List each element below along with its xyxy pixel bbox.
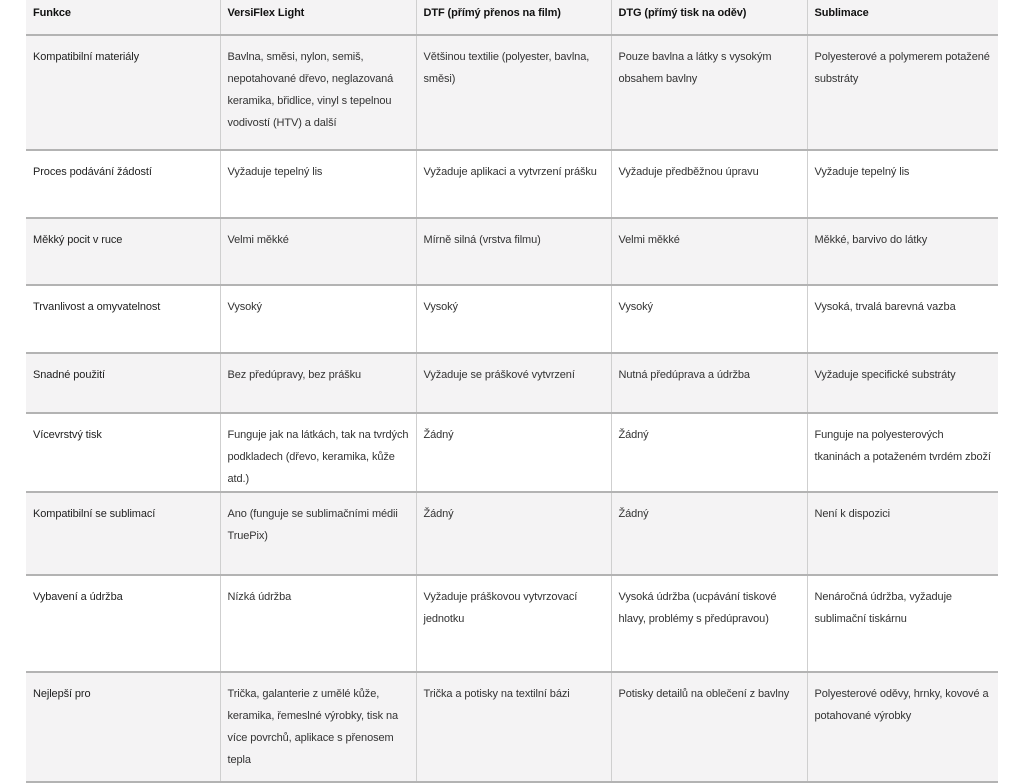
header-sublimation: Sublimace bbox=[807, 0, 998, 35]
table-row bbox=[26, 492, 998, 575]
cell-versiflex: Velmi měkké bbox=[220, 218, 416, 285]
cell-sublimation: Funguje na polyesterových tkaninách a potaženém tvrdém zboží bbox=[807, 413, 998, 492]
cell-sublimation: Měkké, barvivo do látky bbox=[807, 218, 998, 285]
cell-sublimation: Vyžaduje specifické substráty bbox=[807, 353, 998, 413]
cell-feature: Kompatibilní se sublimací bbox=[26, 492, 220, 575]
table-row bbox=[26, 672, 998, 782]
cell-dtf: Vyžaduje se práškové vytvrzení bbox=[416, 353, 611, 413]
cell-versiflex: Ano (funguje se sublimačními médii TruePix) bbox=[220, 492, 416, 575]
cell-dtf: Žádný bbox=[416, 492, 611, 575]
cell-dtg: Potisky detailů na oblečení z bavlny bbox=[611, 672, 807, 782]
cell-dtg: Vyžaduje předběžnou úpravu bbox=[611, 150, 807, 218]
table-row bbox=[26, 575, 998, 672]
cell-versiflex: Bavlna, směsi, nylon, semiš, nepotahované dřevo, neglazovaná keramika, břidlice, vinyl s tepelnou vodivostí (HTV) a další bbox=[220, 35, 416, 150]
cell-versiflex: Bez předúpravy, bez prášku bbox=[220, 353, 416, 413]
cell-feature: Kompatibilní materiály bbox=[26, 35, 220, 150]
cell-dtg: Vysoká údržba (ucpávání tiskové hlavy, problémy s předúpravou) bbox=[611, 575, 807, 672]
cell-sublimation: Není k dispozici bbox=[807, 492, 998, 575]
cell-feature: Vybavení a údržba bbox=[26, 575, 220, 672]
header-row bbox=[26, 0, 998, 35]
comparison-table bbox=[26, 0, 998, 783]
cell-dtg: Pouze bavlna a látky s vysokým obsahem bavlny bbox=[611, 35, 807, 150]
table-row bbox=[26, 353, 998, 413]
cell-versiflex: Funguje jak na látkách, tak na tvrdých podkladech (dřevo, keramika, kůže atd.) bbox=[220, 413, 416, 492]
cell-dtg: Žádný bbox=[611, 413, 807, 492]
cell-versiflex: Trička, galanterie z umělé kůže, keramika, řemeslné výrobky, tisk na více povrchů, aplikace s přenosem tepla bbox=[220, 672, 416, 782]
cell-dtf: Vyžaduje práškovou vytvrzovací jednotku bbox=[416, 575, 611, 672]
cell-sublimation: Vysoká, trvalá barevná vazba bbox=[807, 285, 998, 353]
cell-dtf: Většinou textilie (polyester, bavlna, směsi) bbox=[416, 35, 611, 150]
cell-feature: Vícevrstvý tisk bbox=[26, 413, 220, 492]
cell-versiflex: Vysoký bbox=[220, 285, 416, 353]
cell-dtg: Vysoký bbox=[611, 285, 807, 353]
cell-sublimation: Vyžaduje tepelný lis bbox=[807, 150, 998, 218]
header-dtg: DTG (přímý tisk na oděv) bbox=[611, 0, 807, 35]
cell-dtf: Žádný bbox=[416, 413, 611, 492]
cell-dtf: Vysoký bbox=[416, 285, 611, 353]
cell-sublimation: Polyesterové oděvy, hrnky, kovové a potahované výrobky bbox=[807, 672, 998, 782]
table-row bbox=[26, 413, 998, 492]
cell-feature: Trvanlivost a omyvatelnost bbox=[26, 285, 220, 353]
cell-dtf: Trička a potisky na textilní bázi bbox=[416, 672, 611, 782]
cell-dtg: Velmi měkké bbox=[611, 218, 807, 285]
cell-dtg: Žádný bbox=[611, 492, 807, 575]
cell-dtf: Mírně silná (vrstva filmu) bbox=[416, 218, 611, 285]
header-dtf: DTF (přímý přenos na film) bbox=[416, 0, 611, 35]
table-row bbox=[26, 285, 998, 353]
cell-feature: Snadné použití bbox=[26, 353, 220, 413]
cell-sublimation: Nenáročná údržba, vyžaduje sublimační tiskárnu bbox=[807, 575, 998, 672]
header-feature: Funkce bbox=[26, 0, 220, 35]
cell-feature: Proces podávání žádostí bbox=[26, 150, 220, 218]
cell-versiflex: Vyžaduje tepelný lis bbox=[220, 150, 416, 218]
cell-versiflex: Nízká údržba bbox=[220, 575, 416, 672]
cell-feature: Nejlepší pro bbox=[26, 672, 220, 782]
table-row bbox=[26, 35, 998, 150]
cell-dtg: Nutná předúprava a údržba bbox=[611, 353, 807, 413]
table-row bbox=[26, 150, 998, 218]
cell-feature: Měkký pocit v ruce bbox=[26, 218, 220, 285]
cell-dtf: Vyžaduje aplikaci a vytvrzení prášku bbox=[416, 150, 611, 218]
header-versiflex: VersiFlex Light bbox=[220, 0, 416, 35]
cell-sublimation: Polyesterové a polymerem potažené substráty bbox=[807, 35, 998, 150]
table-row bbox=[26, 218, 998, 285]
